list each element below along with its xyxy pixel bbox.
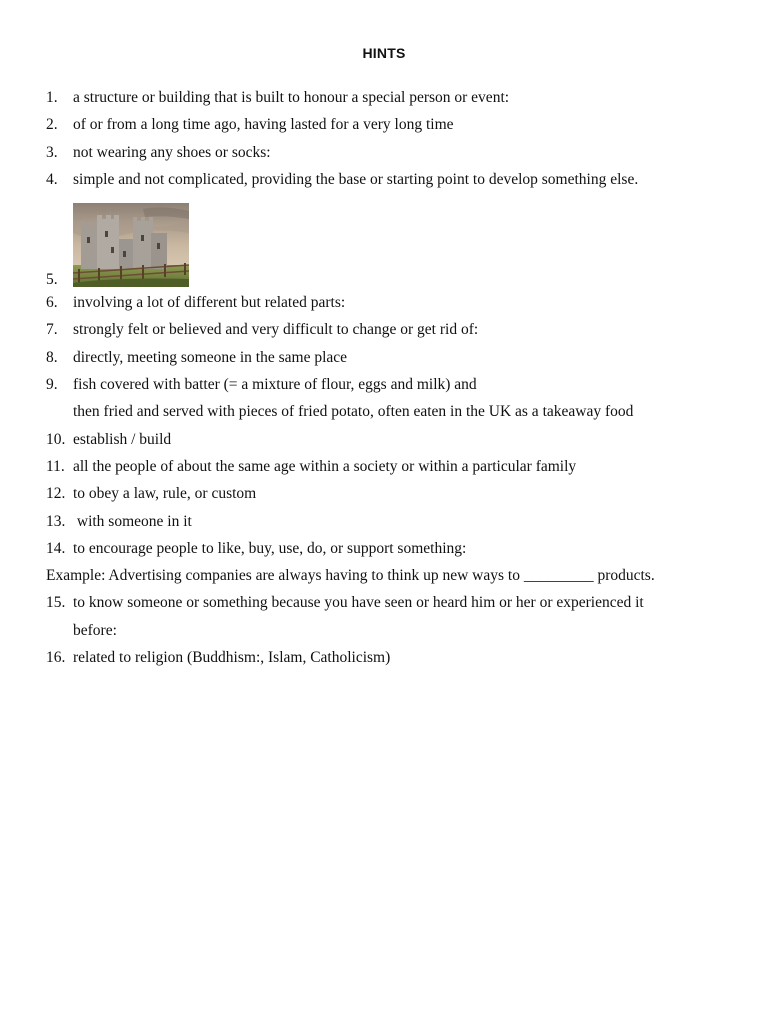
- hint-item-9: [46, 371, 746, 398]
- hint-item-9-continuation: [46, 398, 746, 425]
- hint-text: establish / build: [73, 430, 172, 448]
- hint-text: related to religion (Buddhism:, Islam, Catholicism): [73, 649, 391, 667]
- hint-item-16: [46, 644, 746, 671]
- hint-number: 15.: [46, 594, 66, 612]
- hint-text: fish covered with batter (= a mixture of flour, eggs and milk) and: [73, 376, 477, 394]
- hint-item-4: [46, 166, 746, 193]
- hint-text: to obey a law, rule, or custom: [73, 485, 257, 503]
- hint-item-3: [46, 139, 746, 166]
- hint-number: 5.: [46, 271, 58, 289]
- hint-text: strongly felt or believed and very difficult to change or get rid of:: [73, 321, 479, 339]
- hint-number: 4.: [46, 170, 58, 188]
- hint-text: simple and not complicated, providing the base or starting point to develop something else.: [73, 170, 639, 188]
- hint-number: 9.: [46, 376, 58, 394]
- example-text: Example: Advertising companies are always having to think up new ways to _________ products.: [46, 567, 655, 585]
- hint-item-5: [46, 193, 746, 289]
- page-title: HINTS: [362, 45, 406, 61]
- hint-text: with someone in it: [73, 512, 192, 530]
- hint-item-6: [46, 289, 746, 316]
- hint-number: 2.: [46, 116, 58, 134]
- hint-number: 6.: [46, 294, 58, 312]
- hint-item-15-continuation: [46, 617, 746, 644]
- hint-text-continuation: then fried and served with pieces of fried potato, often eaten in the UK as a takeaway food: [73, 403, 634, 421]
- hint-number: 11.: [46, 457, 65, 475]
- hint-item-2: [46, 111, 746, 138]
- hint-text: directly, meeting someone in the same place: [73, 348, 348, 366]
- hint-number: 7.: [46, 321, 58, 339]
- hint-number: 8.: [46, 348, 58, 366]
- hint-number: 3.: [46, 143, 58, 161]
- hint-number: 16.: [46, 649, 66, 667]
- hint-text-continuation: before:: [73, 621, 117, 639]
- hint-number: 10.: [46, 430, 66, 448]
- hint-item-11: [46, 453, 746, 480]
- castle-photo: [73, 203, 189, 287]
- hint-text: to encourage people to like, buy, use, do, or support something:: [73, 539, 467, 557]
- hint-text: of or from a long time ago, having lasted for a very long time: [73, 116, 454, 134]
- hints-list: [46, 84, 746, 671]
- hint-text: involving a lot of different but related parts:: [73, 294, 346, 312]
- hint-item-12: [46, 480, 746, 507]
- hint-item-1: [46, 84, 746, 111]
- hint-item-7: [46, 316, 746, 343]
- hint-item-14: [46, 535, 746, 562]
- hint-text: to know someone or something because you have seen or heard him or her or experienced it: [73, 594, 644, 612]
- hint-item-8: [46, 344, 746, 371]
- hint-item-15: [46, 589, 746, 616]
- hint-text: all the people of about the same age within a society or within a particular family: [73, 457, 577, 475]
- hint-item-10: [46, 426, 746, 453]
- example-line: [46, 562, 746, 589]
- hint-number: 1.: [46, 89, 58, 106]
- hint-text: not wearing any shoes or socks:: [73, 143, 271, 161]
- hint-item-13: [46, 508, 746, 535]
- hint-number: 14.: [46, 539, 66, 557]
- hint-number: 13.: [46, 512, 66, 530]
- hint-number: 12.: [46, 485, 66, 503]
- hint-text: a structure or building that is built to honour a special person or event:: [73, 89, 510, 106]
